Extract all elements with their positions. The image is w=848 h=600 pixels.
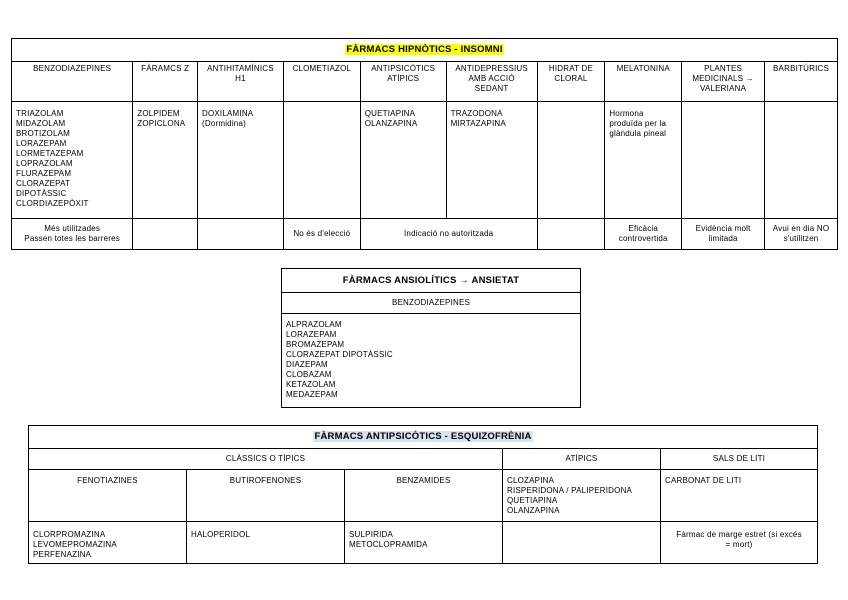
anxiolytics-title-cell bbox=[282, 269, 581, 293]
list-item: PERFENAZINA bbox=[33, 550, 92, 559]
melatonina-description: Hormona produïda per la glàndula pineal bbox=[605, 102, 682, 219]
anxiolytics-title: FÀRMACS ANSIOLÍTICS → ANSIETAT bbox=[342, 274, 520, 286]
header-antipsicotics: ANTIPSICÒTICS ATÍPICS bbox=[360, 62, 446, 102]
header-barbiturics: BARBITÚRICS bbox=[765, 62, 838, 102]
group-sals-liti: SALS DE LITI bbox=[661, 449, 818, 470]
atipics-list bbox=[503, 470, 661, 522]
list-item: QUETIAPINA bbox=[507, 496, 558, 505]
list-item: OLANZAPINA bbox=[507, 506, 560, 515]
list-item: CLORDIAZEPÒXIT bbox=[16, 199, 89, 208]
liti-cell: CARBONAT DE LITI bbox=[661, 470, 818, 522]
anxiolytics-table bbox=[281, 268, 581, 408]
list-item: ZOPICLONA bbox=[137, 119, 186, 128]
empty-cell bbox=[503, 522, 661, 564]
header-melatonina: MELATONINA bbox=[605, 62, 682, 102]
list-item: DOXILAMINA bbox=[201, 109, 254, 118]
list-item: DIAZEPAM bbox=[286, 360, 328, 369]
list-item: TRIAZOLAM bbox=[16, 109, 64, 118]
barbiturics-note: Avui en dia NO s'utilitzen bbox=[765, 219, 838, 250]
subheader-fenotiazines: FENOTIAZINES bbox=[29, 470, 187, 522]
list-item: TRAZODONA bbox=[450, 109, 503, 118]
header-plantes: PLANTES MEDICINALS → VALERIANA bbox=[682, 62, 765, 102]
benzo-note bbox=[12, 219, 133, 250]
list-item: QUETIAPINA bbox=[364, 109, 416, 118]
hidrat-cloral-cell bbox=[537, 102, 605, 219]
list-item: CLOZAPINA bbox=[507, 476, 555, 485]
butirofenones-item: HALOPERIDOL bbox=[187, 522, 345, 564]
clometiazol-cell bbox=[283, 102, 360, 219]
empty-cell bbox=[537, 219, 605, 250]
list-item: SULPIRIDA bbox=[349, 530, 394, 539]
list-item: FLURAZEPAM bbox=[16, 169, 72, 178]
list-item: RISPERIDONA / PALIPERIDONA bbox=[507, 486, 633, 495]
hypnotics-table bbox=[11, 38, 838, 250]
list-item: LORMETAZEPAM bbox=[16, 149, 84, 158]
benzo-list bbox=[12, 102, 133, 219]
plantes-cell bbox=[682, 102, 765, 219]
list-item: LOPRAZOLAM bbox=[16, 159, 73, 168]
list-item: (Dormidina) bbox=[201, 119, 246, 128]
hypnotics-title-cell bbox=[12, 39, 838, 62]
antipsychotics-title: FÀRMACS ANTIPSICÒTICS - ESQUIZOFRÈNIA bbox=[314, 431, 532, 442]
group-classics: CLÀSSICS O TÍPICS bbox=[29, 449, 503, 470]
list-item: MIRTAZAPINA bbox=[450, 119, 506, 128]
antipsic-antidep-note: Indicació no autoritzada bbox=[360, 219, 537, 250]
group-atipics: ATÍPICS bbox=[503, 449, 661, 470]
antipsychotics-table bbox=[28, 425, 818, 564]
header-hidrat-cloral: HIDRAT DE CLORAL bbox=[537, 62, 605, 102]
antipsicotics-list bbox=[360, 102, 446, 219]
note-line: Més utilitzades bbox=[44, 224, 101, 233]
liti-note: Fàrmac de marge estret (si excés = mort) bbox=[661, 522, 818, 564]
list-item: ZOLPIDEM bbox=[137, 109, 180, 118]
header-clometiazol: CLOMETIAZOL bbox=[283, 62, 360, 102]
list-item: BROTIZOLAM bbox=[16, 129, 71, 138]
header-antidepressius: ANTIDEPRESSIUS AMB ACCIÓ SEDANT bbox=[446, 62, 537, 102]
list-item: ALPRAZOLAM bbox=[286, 320, 342, 329]
clometiazol-note: No és d'elecció bbox=[283, 219, 360, 250]
empty-cell bbox=[133, 219, 198, 250]
plantes-note: Evidència molt limitada bbox=[682, 219, 765, 250]
list-item: MIDAZOLAM bbox=[16, 119, 66, 128]
header-benzodiazepines: BENZODIAZEPINES bbox=[12, 62, 133, 102]
anxiolytics-header: BENZODIAZEPINES bbox=[282, 293, 581, 314]
list-item: CLORAZEPAT bbox=[16, 179, 71, 188]
antipsychotics-title-cell bbox=[29, 426, 818, 449]
antidepressius-list bbox=[446, 102, 537, 219]
list-item: LORAZEPAM bbox=[286, 330, 337, 339]
benzamides-list bbox=[345, 522, 503, 564]
subheader-benzamides: BENZAMIDES bbox=[345, 470, 503, 522]
list-item: KETAZOLAM bbox=[286, 380, 336, 389]
list-item: OLANZAPINA bbox=[364, 119, 418, 128]
list-item: BROMAZEPAM bbox=[286, 340, 345, 349]
note-line: Passen totes les barreres bbox=[24, 234, 120, 243]
empty-cell bbox=[197, 219, 283, 250]
anxiolytics-list bbox=[282, 314, 581, 408]
list-item: DIPOTÀSSIC bbox=[16, 189, 67, 198]
list-item: LEVOMEPROMAZINA bbox=[33, 540, 117, 549]
header-farmacs-z: FÀRAMCS Z bbox=[133, 62, 198, 102]
melatonina-note: Eficàcia controvertida bbox=[605, 219, 682, 250]
list-item: CLORPROMAZINA bbox=[33, 530, 106, 539]
fenotiazines-list bbox=[29, 522, 187, 564]
list-item: METOCLOPRAMIDA bbox=[349, 540, 428, 549]
list-item: CLOBAZAM bbox=[286, 370, 332, 379]
hypnotics-title: FÀRMACS HIPNÒTICS - INSOMNI bbox=[346, 44, 503, 55]
barbiturics-cell bbox=[765, 102, 838, 219]
header-antihistaminics: ANTIHITAMÍNICS H1 bbox=[197, 62, 283, 102]
z-list bbox=[133, 102, 198, 219]
list-item: CLORAZEPAT DIPOTÀSSIC bbox=[286, 350, 393, 359]
antihistaminics-list bbox=[197, 102, 283, 219]
list-item: MEDAZEPAM bbox=[286, 390, 338, 399]
subheader-butirofenones: BUTIROFENONES bbox=[187, 470, 345, 522]
list-item: LORAZEPAM bbox=[16, 139, 67, 148]
